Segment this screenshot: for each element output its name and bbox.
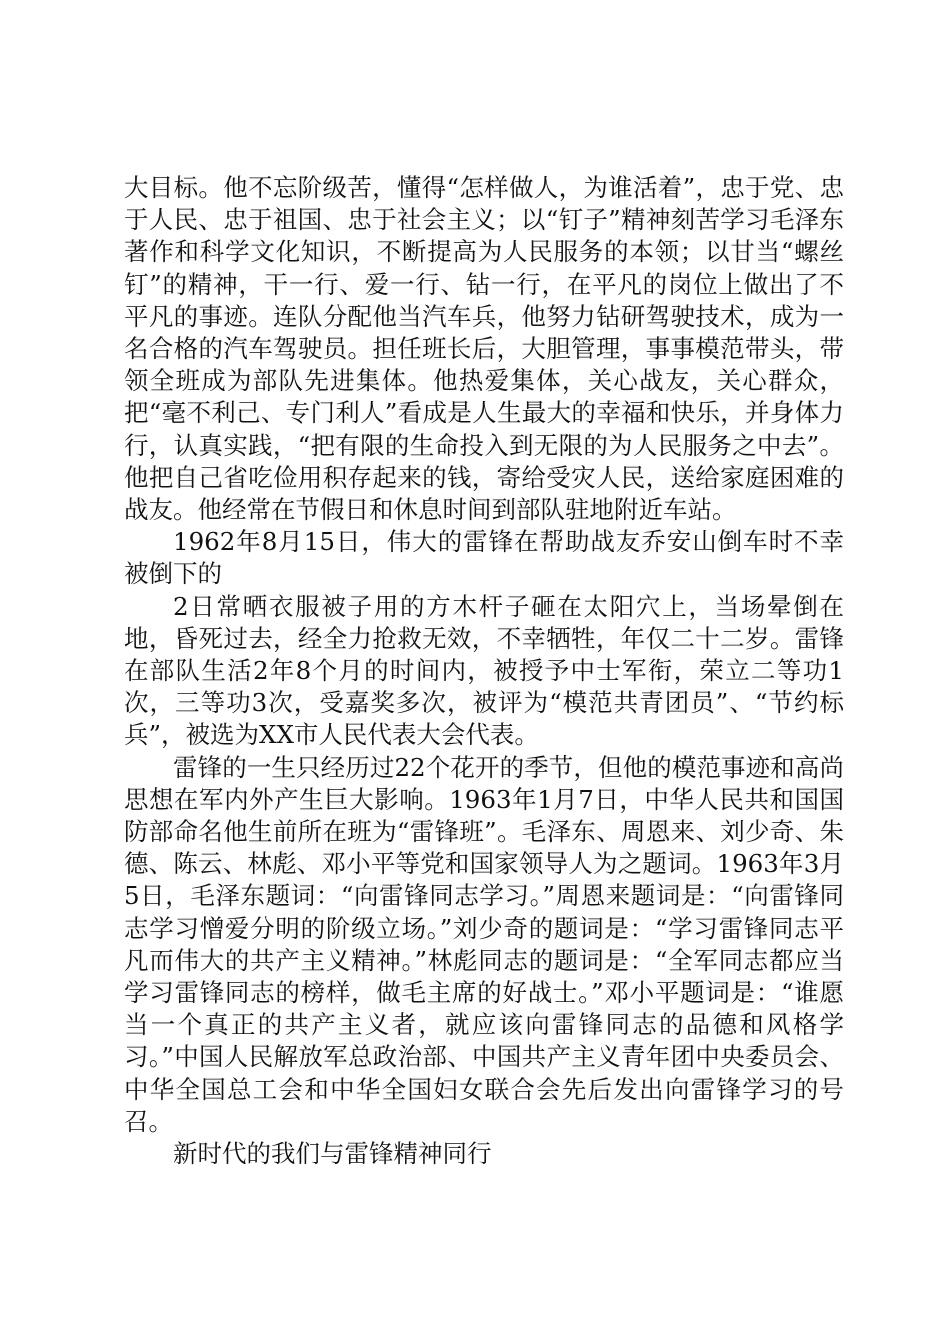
- paragraph-sacrifice: 2日常晒衣服被子用的方木杆子砸在太阳穴上，当场晕倒在地，昏死过去，经全力抢救无效，不幸牺牲，年仅二十二岁。雷锋在部队生活2年8个月的时间内，被授予中士军衔，荣立二等功1次，三等功3次，受嘉奖多次，被评为“模范共青团员”、“节约标兵”，被选为XX市人民代表大会代表。: [124, 591, 844, 750]
- paragraph-influence: 雷锋的一生只经历过22个花开的季节，但他的模范事迹和高尚思想在军内外产生巨大影响。1963年1月7日，中华人民共和国国防部命名他生前所在班为“雷锋班”。毛泽东、周恩来、刘少奇、朱德、陈云、林彪、邓小平等党和国家领导人为之题词。1963年3月5日，毛泽东题词：“向雷锋同志学习。”周恩来题词是：“向雷锋同志学习憎爱分明的阶级立场。”刘少奇的题词是：“学习雷锋同志平凡而伟大的共产主义精神。”林彪同志的题词是：“全军同志都应当学习雷锋同志的榜样，做毛主席的好战士。”邓小平题词是：“谁愿当一个真正的共产主义者，就应该向雷锋同志的品德和风格学习。”中国人民解放军总政治部、中国共产主义青年团中央委员会、中华全国总工会和中华全国妇女联合会先后发出向雷锋学习的号召。: [124, 752, 844, 1136]
- paragraph-accident-date: 1962年8月15日，伟大的雷锋在帮助战友乔安山倒车时不幸被倒下的: [124, 527, 844, 589]
- paragraph-continuation: 大目标。他不忘阶级苦，懂得“怎样做人，为谁活着”，忠于党、忠于人民、忠于祖国、忠于社会主义；以“钉子”精神刻苦学习毛泽东著作和科学文化知识，不断提高为人民服务的本领；以甘当“螺丝钉”的精神，干一行、爱一行、钻一行，在平凡的岗位上做出了不平凡的事迹。连队分配他当汽车兵，他努力钻研驾驶技术，成为一名合格的汽车驾驶员。担任班长后，大胆管理，事事模范带头，带领全班成为部队先进集体。他热爱集体，关心战友，关心群众，把“毫不利己、专门利人”看成是人生最大的幸福和快乐，并身体力行，认真实践，“把有限的生命投入到无限的为人民服务之中去”。他把自己省吃俭用积存起来的钱，寄给受灾人民，送给家庭困难的战友。他经常在节假日和休息时间到部队驻地附近车站。: [124, 173, 844, 525]
- body-text: [124, 172, 844, 1170]
- section-heading-new-era: 新时代的我们与雷锋精神同行: [173, 1139, 492, 1169]
